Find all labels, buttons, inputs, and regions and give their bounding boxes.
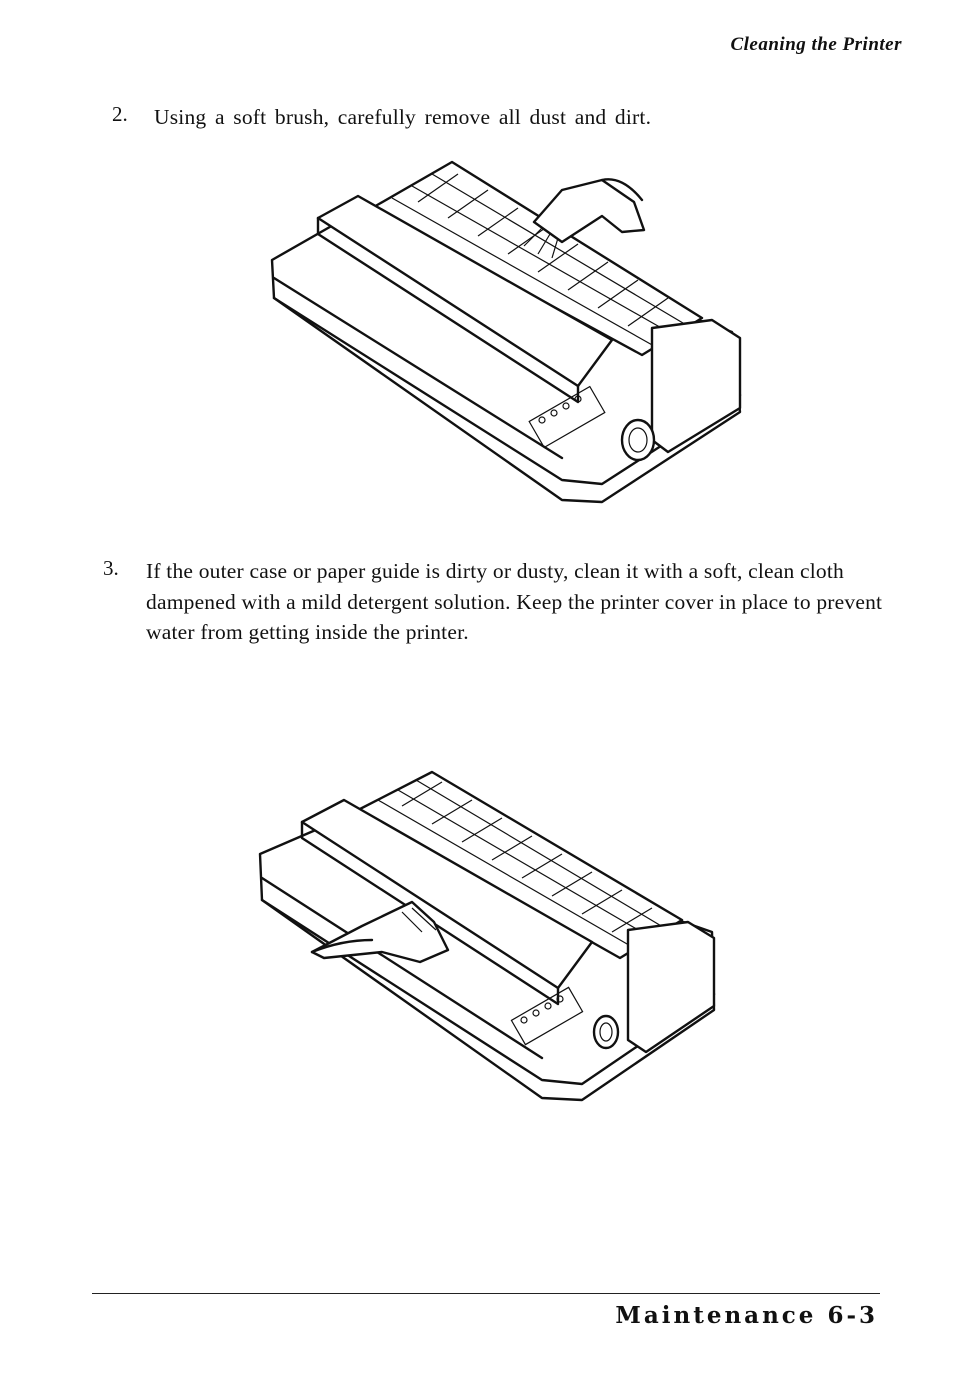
footer-page-label: Maintenance 6-3 <box>615 1302 878 1329</box>
step-3-text: If the outer case or paper guide is dirty or dusty, clean it with a soft, clean cloth dampened with a mild detergent solution. Keep the printer cover in place to prevent water from getting inside the printer. <box>146 559 883 644</box>
footer-rule <box>92 1293 880 1294</box>
printer-cloth-illustration <box>252 762 722 1107</box>
printer-brush-illustration <box>262 150 752 510</box>
running-head-title: Cleaning the Printer <box>730 34 902 55</box>
step-2-number: 2. <box>112 102 128 126</box>
step-2-text: Using a soft brush, carefully remove all dust and dirt. <box>154 105 652 129</box>
step-3-number: 3. <box>103 556 119 580</box>
